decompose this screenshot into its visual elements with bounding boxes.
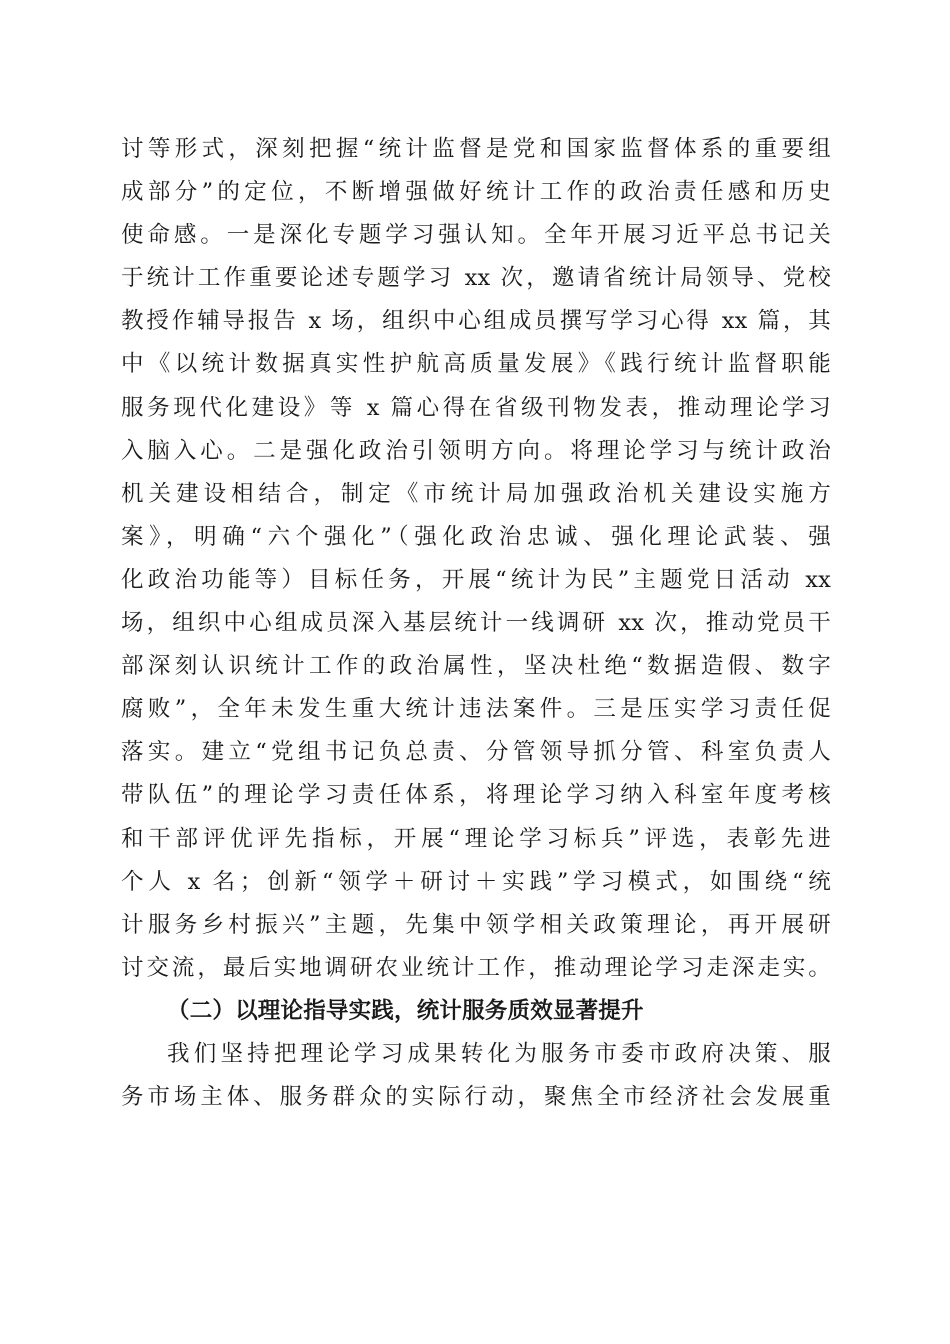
- body-line-1: 讨等形式，深刻把握“统计监督是党和国家监督体系的重要组: [121, 136, 831, 162]
- body-line-10: 案》，明确“六个强化”（强化政治忠诚、强化理论武装、强: [121, 523, 831, 550]
- body-line-14: 腐败”，全年未发生重大统计违法案件。三是压实学习责任促: [121, 696, 831, 723]
- body-line-3: 使命感。一是深化专题学习强认知。全年开展习近平总书记关: [121, 222, 831, 249]
- body-line-4: 于统计工作重要论述专题学习 xx 次，邀请省统计局领导、党校: [121, 265, 831, 292]
- section-heading: （二）以理论指导实践，统计服务质效显著提升: [167, 997, 644, 1024]
- body-line-9: 机关建设相结合，制定《市统计局加强政治机关建设实施方: [121, 480, 831, 507]
- body-line-19: 计服务乡村振兴”主题，先集中领学相关政策理论，再开展研: [121, 911, 831, 938]
- body-line-8: 入脑入心。二是强化政治引领明方向。将理论学习与统计政治: [121, 437, 831, 464]
- body-line-17: 和干部评优评先指标，开展“理论学习标兵”评选，表彰先进: [121, 825, 831, 852]
- final-line-2: 务市场主体、服务群众的实际行动，聚焦全市经济社会发展重: [121, 1084, 831, 1111]
- body-line-18: 个人 x 名；创新“领学＋研讨＋实践”学习模式，如围绕“统: [121, 868, 831, 895]
- document-body: [121, 128, 831, 1119]
- final-line-1: 我们坚持把理论学习成果转化为服务市委市政府决策、服: [167, 1040, 831, 1067]
- body-line-6: 中《以统计数据真实性护航高质量发展》《践行统计监督职能: [121, 351, 831, 378]
- body-line-11: 化政治功能等）目标任务，开展“统计为民”主题党日活动 xx: [121, 566, 831, 593]
- body-line-16: 带队伍”的理论学习责任体系，将理论学习纳入科室年度考核: [121, 782, 831, 809]
- body-line-5: 教授作辅导报告 x 场，组织中心组成员撰写学习心得 xx 篇，其: [121, 308, 831, 335]
- body-line-7: 服务现代化建设》等 x 篇心得在省级刊物发表，推动理论学习: [121, 394, 831, 421]
- body-line-12: 场，组织中心组成员深入基层统计一线调研 xx 次，推动党员干: [121, 610, 831, 637]
- body-line-13: 部深刻认识统计工作的政治属性，坚决杜绝“数据造假、数字: [121, 653, 831, 680]
- body-line-2: 成部分”的定位，不断增强做好统计工作的政治责任感和历史: [121, 179, 831, 206]
- body-line-20: 讨交流，最后实地调研农业统计工作，推动理论学习走深走实。: [121, 954, 831, 981]
- body-line-15: 落实。建立“党组书记负总责、分管领导抓分管、科室负责人: [121, 739, 831, 766]
